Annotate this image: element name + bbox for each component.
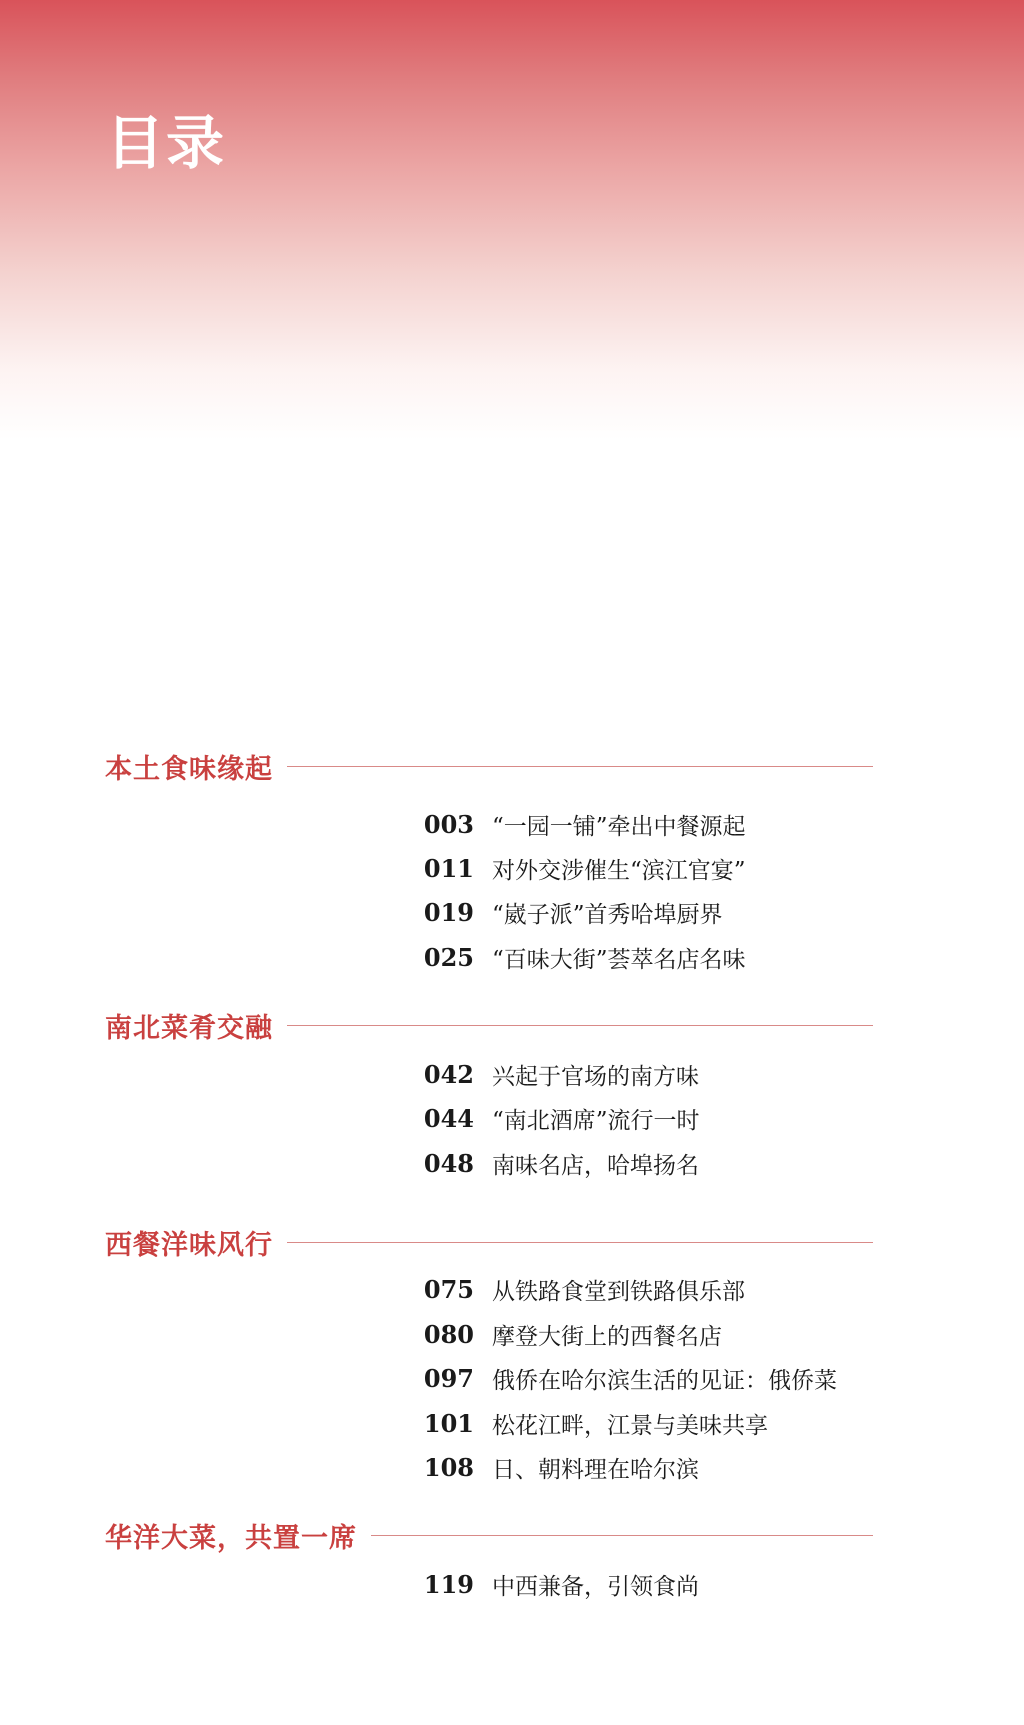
toc-entry[interactable] bbox=[400, 894, 723, 930]
toc-entry[interactable] bbox=[400, 1360, 837, 1396]
toc-page-number: 025 bbox=[423, 942, 474, 972]
toc-page-number: 003 bbox=[423, 809, 474, 839]
toc-entry-title: 对外交涉催生“滨江官宴” bbox=[492, 857, 746, 884]
toc-entry-title: 南味名店，哈埠扬名 bbox=[492, 1152, 699, 1179]
toc-page-number: 044 bbox=[423, 1103, 474, 1133]
toc-entry-title: 俄侨在哈尔滨生活的见证：俄侨菜 bbox=[492, 1367, 837, 1394]
toc-entry[interactable] bbox=[400, 1100, 700, 1136]
toc-entry-title: 摩登大街上的西餐名店 bbox=[492, 1323, 722, 1350]
toc-entry[interactable] bbox=[400, 850, 746, 886]
toc-page-number: 048 bbox=[423, 1148, 474, 1178]
toc-entry-title: 松花江畔，江景与美味共享 bbox=[492, 1412, 768, 1439]
section-divider bbox=[287, 1025, 873, 1026]
toc-entry[interactable] bbox=[400, 1449, 699, 1485]
page-title: 目录 bbox=[106, 109, 227, 177]
toc-entry[interactable] bbox=[400, 1145, 699, 1181]
section-divider bbox=[287, 766, 873, 767]
toc-section-heading bbox=[105, 748, 873, 784]
toc-entry-title: “百味大街”荟萃名店名味 bbox=[492, 946, 746, 973]
section-divider bbox=[371, 1535, 873, 1536]
toc-page-number: 097 bbox=[423, 1363, 474, 1393]
toc-entry[interactable] bbox=[400, 939, 746, 975]
toc-entry[interactable] bbox=[400, 1271, 745, 1307]
header-gradient bbox=[0, 0, 1024, 440]
section-title: 本土食味缘起 bbox=[105, 753, 273, 785]
toc-page-number: 042 bbox=[423, 1059, 474, 1089]
section-divider bbox=[287, 1242, 873, 1243]
toc-section-heading bbox=[105, 1224, 873, 1260]
toc-section-heading bbox=[105, 1517, 873, 1553]
toc-page-number: 108 bbox=[423, 1452, 474, 1482]
toc-entry-title: “南北酒席”流行一时 bbox=[492, 1107, 700, 1134]
toc-entry[interactable] bbox=[400, 1566, 699, 1602]
toc-entry-title: 中西兼备，引领食尚 bbox=[492, 1573, 699, 1600]
toc-entry-title: “崴子派”首秀哈埠厨界 bbox=[492, 901, 723, 928]
section-title: 南北菜肴交融 bbox=[105, 1012, 273, 1044]
toc-page-number: 075 bbox=[423, 1274, 474, 1304]
toc-page-number: 119 bbox=[423, 1569, 474, 1599]
toc-page-number: 019 bbox=[423, 897, 474, 927]
section-title: 西餐洋味风行 bbox=[105, 1229, 273, 1261]
toc-section-heading bbox=[105, 1007, 873, 1043]
toc-entry[interactable] bbox=[400, 1405, 768, 1441]
toc-page-number: 011 bbox=[423, 853, 474, 883]
toc-entry-title: 日、朝料理在哈尔滨 bbox=[492, 1456, 699, 1483]
toc-page-number: 101 bbox=[423, 1408, 474, 1438]
toc-entry[interactable] bbox=[400, 1316, 722, 1352]
section-title: 华洋大菜，共置一席 bbox=[105, 1522, 357, 1554]
toc-entry-title: 兴起于官场的南方味 bbox=[492, 1063, 699, 1090]
toc-entry[interactable] bbox=[400, 806, 746, 842]
toc-entry[interactable] bbox=[400, 1056, 699, 1092]
toc-page-number: 080 bbox=[423, 1319, 474, 1349]
toc-entry-title: 从铁路食堂到铁路俱乐部 bbox=[492, 1278, 745, 1305]
toc-entry-title: “一园一铺”牵出中餐源起 bbox=[492, 813, 746, 840]
